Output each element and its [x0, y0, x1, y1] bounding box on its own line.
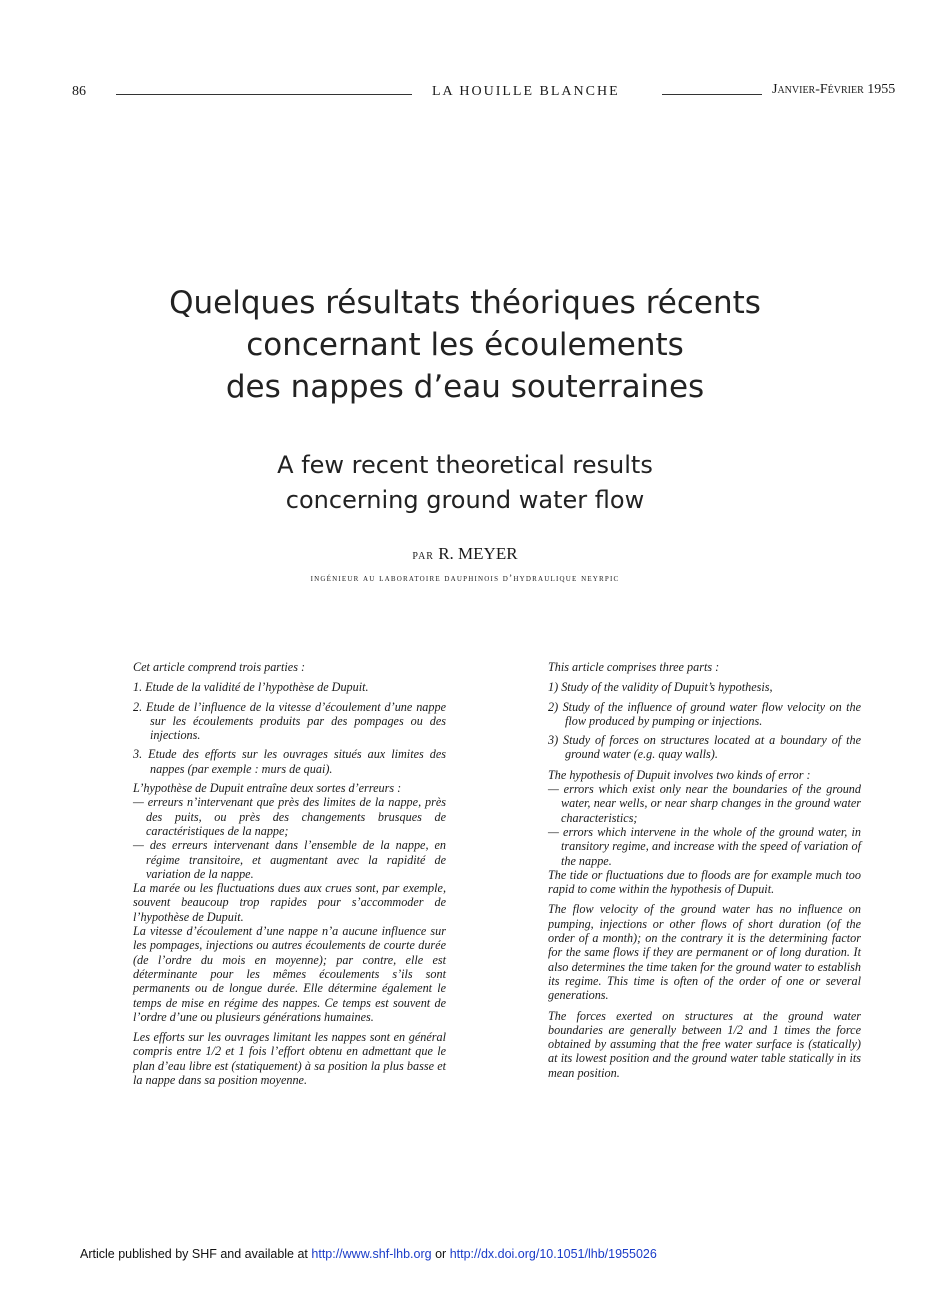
- en-intro: This article comprises three parts :: [548, 660, 720, 674]
- publication-footer: [80, 1247, 900, 1261]
- fr-tide: La marée ou les fluctuations dues aux crues sont, par exemple, souvent beaucoup trop rapides pour s’accommoder de l’hypothèse de Dupuit.: [133, 881, 446, 924]
- en-tide: The tide or fluctuations due to floods are for example much too rapid to come within the hypothesis of Dupuit.: [548, 867, 861, 897]
- issue-date: Janvier-Février 1955: [772, 82, 896, 97]
- fr-forces: Les efforts sur les ouvrages limitant les nappes sont en général compris entre 1/2 et 1 fois l’effort obtenu en admettant que le plan d’eau libre est (statiquement) à sa position la plus basse et la nappe dans sa position moyenne.: [133, 1030, 446, 1088]
- fr-item-2: 2. Etude de l’influence de la vitesse d’écoulement d’une nappe sur les écoulements produits par des pompages ou des injections.: [133, 699, 446, 743]
- byline-prefix: par: [412, 548, 434, 563]
- footer-prefix: Article published by SHF and available at: [80, 1247, 308, 1261]
- en-forces: The forces exerted on structures at the ground water boundaries are generally between 1/2 and 1 times the force obtained by assuming that the free water surface is (statically) at its lowest position and the ground water table statically in its mean position.: [548, 1008, 861, 1080]
- title-french-line: Quelques résultats théoriques récents: [169, 285, 761, 321]
- title-english-line: concerning ground water flow: [285, 486, 645, 514]
- fr-error-2: — des erreurs intervenant dans l’ensemble de la nappe, en régime transitoire, et augmentant avec la rapidité de variation de la nappe.: [133, 838, 446, 881]
- title-french-line: concernant les écoulements: [246, 327, 684, 363]
- page-number: 86: [72, 84, 86, 99]
- fr-errors-intro: L’hypothèse de Dupuit entraîne deux sortes d’erreurs :: [133, 781, 402, 796]
- fr-item-1: 1. Etude de la validité de l’hypothèse de Dupuit.: [133, 680, 369, 695]
- footer-or: or: [435, 1247, 447, 1261]
- journal-name: LA HOUILLE BLANCHE: [432, 84, 620, 99]
- en-error-1: — errors which exist only near the boundaries of the ground water, near wells, or near sharp changes in the ground water characteristics;: [548, 782, 861, 825]
- en-errors-intro: The hypothesis of Dupuit involves two kinds of error :: [548, 767, 811, 782]
- author-affiliation: ingénieur au laboratoire dauphinois d’hydraulique neyrpic: [310, 574, 620, 584]
- header-rule-right: [662, 94, 762, 95]
- abstract-english: [548, 660, 861, 1085]
- author-name: R. MEYER: [438, 544, 518, 563]
- byline: [0, 544, 930, 564]
- en-velocity: The flow velocity of the ground water has no influence on pumping, injections or other flows of short duration (of the order of a month); on the contrary it is the determining factor for the same flows if they are permanent or of long duration. It also determines the time taken for the ground water to establish its regime. This time is often of the order of one or several generations.: [548, 902, 861, 1003]
- en-error-2: — errors which intervene in the whole of the ground water, in transitory regime, and increase with the speed of variation of the nappe.: [548, 824, 861, 868]
- fr-intro: Cet article comprend trois parties :: [133, 660, 306, 674]
- title-english: [60, 448, 870, 518]
- doi-link[interactable]: http://dx.doi.org/10.1051/lhb/1955026: [449, 1247, 657, 1261]
- fr-item-3: 3. Etude des efforts sur les ouvrages situés aux limites des nappes (par exemple : murs de quai).: [133, 747, 446, 776]
- header-rule-left: [116, 94, 412, 95]
- en-item-2: 2) Study of the influence of ground water flow velocity on the flow produced by pumping or injections.: [548, 699, 861, 728]
- fr-velocity: La vitesse d’écoulement d’une nappe n’a aucune influence sur les pompages, injections ou autres écoulements de courte durée (de l’ordre du mois en moyenne); par contre, elle est déterminante pour les mêmes écoulements s’ils sont permanents ou de longue durée. Elle détermine également le temps de mise en régime des nappes. Ce temps est souvent de l’ordre d’une ou plusieurs générations humaines.: [133, 924, 446, 1024]
- en-item-3: 3) Study of forces on structures located at a boundary of the ground water (e.g. quay walls).: [548, 733, 861, 762]
- title-french: [60, 282, 870, 408]
- title-english-line: A few recent theoretical results: [277, 451, 653, 479]
- en-item-1: 1) Study of the validity of Dupuit’s hypothesis,: [548, 680, 773, 695]
- running-header: [72, 82, 896, 104]
- shf-link[interactable]: http://www.shf-lhb.org: [311, 1247, 432, 1261]
- abstract-french: [133, 660, 446, 1092]
- fr-error-1: — erreurs n’intervenant que près des limites de la nappe, près des puits, ou près des changements brusques de caractéristiques de la nappe;: [133, 795, 446, 838]
- title-french-line: des nappes d’eau souterraines: [225, 369, 705, 405]
